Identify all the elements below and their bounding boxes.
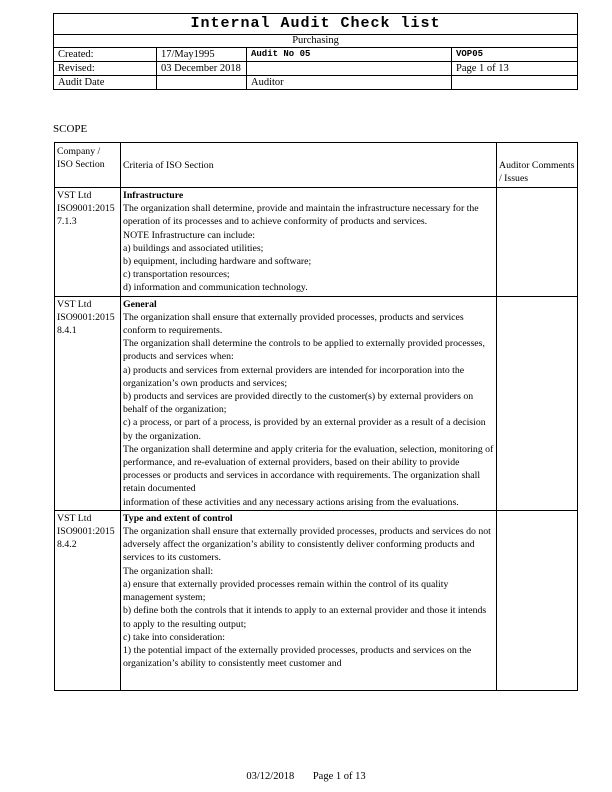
audit-number: Audit No 05 (247, 48, 452, 62)
criteria-paragraph: The organization shall determine the controls to be applied to externally provided processes, products and services when: (123, 338, 485, 363)
table-header-row (55, 143, 578, 188)
column-header-company: Company / ISO Section (55, 143, 121, 188)
criteria-heading: Infrastructure (123, 190, 184, 201)
iso-section: ISO9001:2015 7.1.3 (57, 203, 115, 228)
audit-criteria-table (54, 142, 578, 691)
criteria-paragraph: The organization shall determine, provide and maintain the infrastructure necessary for the operation of its processes and to achieve conformity of products and services. (123, 203, 479, 228)
iso-section: ISO9001:2015 8.4.1 (57, 311, 115, 337)
scope-label: SCOPE (53, 123, 88, 135)
criteria-paragraph: c) a process, or part of a process, is provided by an external provider as a result of a decision by the organization. (123, 417, 486, 442)
auditor-label: Auditor (247, 76, 452, 90)
revised-date: 03 December 2018 (157, 62, 247, 76)
auditor-comments-cell[interactable] (497, 296, 578, 510)
table-row (55, 188, 578, 297)
revised-label: Revised: (54, 62, 157, 76)
audit-date-value (157, 76, 247, 90)
document-title: Internal Audit Check list (54, 14, 578, 35)
criteria-paragraph: NOTE Infrastructure can include: (123, 229, 255, 241)
criteria-paragraph: c) transportation resources; (123, 269, 230, 281)
criteria-paragraph: b) equipment, including hardware and software; (123, 256, 312, 268)
footer-date: 03/12/2018 (246, 771, 295, 782)
auditor-value (452, 76, 578, 90)
criteria-heading: Type and extent of control (123, 512, 233, 524)
criteria-paragraph: The organization shall ensure that externally provided processes, products and services conform to requirements. (123, 311, 464, 337)
company-section-cell (55, 510, 121, 690)
criteria-paragraph: b) products and services are provided directly to the customer(s) by external providers on behalf of the organization; (123, 391, 474, 416)
column-header-criteria: Criteria of ISO Section (121, 143, 497, 188)
criteria-paragraph: 1) the potential impact of the externally provided processes, products and services on the organization’s ability to consistently meet customer and (123, 644, 472, 670)
criteria-paragraph: a) ensure that externally provided processes remain within the control of its quality management system; (123, 578, 449, 604)
company-name: VST Ltd (57, 512, 92, 524)
footer-page-number: Page 1 of 13 (312, 771, 366, 782)
criteria-paragraph: a) products and services from external providers are intended for incorporation into the organization’s own products and services; (123, 364, 465, 389)
criteria-paragraph: d) information and communication technology. (123, 282, 308, 294)
criteria-cell (121, 296, 497, 510)
criteria-continued-block (123, 512, 494, 689)
column-header-comments: Auditor Comments / Issues (497, 143, 578, 188)
criteria-paragraph: b) define both the controls that it intends to apply to an external provider and those it intends to apply to the resulting output; (123, 605, 487, 630)
document-code: VOP05 (452, 48, 578, 62)
auditor-comments-cell[interactable] (497, 188, 578, 297)
created-label: Created: (54, 48, 157, 62)
page-footer (0, 771, 612, 782)
criteria-paragraph: information of these activities and any necessary actions arising from the evaluations. (123, 496, 459, 508)
header-blank-cell (247, 62, 452, 76)
company-section-cell (55, 188, 121, 297)
criteria-paragraph: a) buildings and associated utilities; (123, 242, 264, 254)
criteria-paragraph: The organization shall: (123, 565, 214, 577)
created-date: 17/May1995 (157, 48, 247, 62)
auditor-comments-cell[interactable] (497, 510, 578, 690)
iso-section: ISO9001:2015 8.4.2 (57, 526, 115, 551)
criteria-cell (121, 188, 497, 297)
criteria-heading: General (123, 298, 157, 310)
criteria-paragraph: The organization shall ensure that externally provided processes, products and services do not adversely affect the organization’s ability to consistently deliver conforming products and services to its customers. (123, 526, 491, 564)
company-name: VST Ltd (57, 190, 92, 201)
header-page-info: Page 1 of 13 (452, 62, 578, 76)
company-section-cell (55, 296, 121, 510)
department-name: Purchasing (54, 35, 578, 48)
audit-date-label: Audit Date (54, 76, 157, 90)
company-name: VST Ltd (57, 298, 92, 310)
document-header-table (53, 13, 578, 90)
table-row (55, 296, 578, 510)
criteria-paragraph: The organization shall determine and apply criteria for the evaluation, selection, monitoring of performance, and re-evaluation of external providers, based on their ability to provide processes or products and services in accordance with requirements. The organization shall retain documented (123, 443, 494, 495)
criteria-paragraph: c) take into consideration: (123, 631, 226, 643)
table-row (55, 510, 578, 690)
criteria-cell (121, 510, 497, 690)
